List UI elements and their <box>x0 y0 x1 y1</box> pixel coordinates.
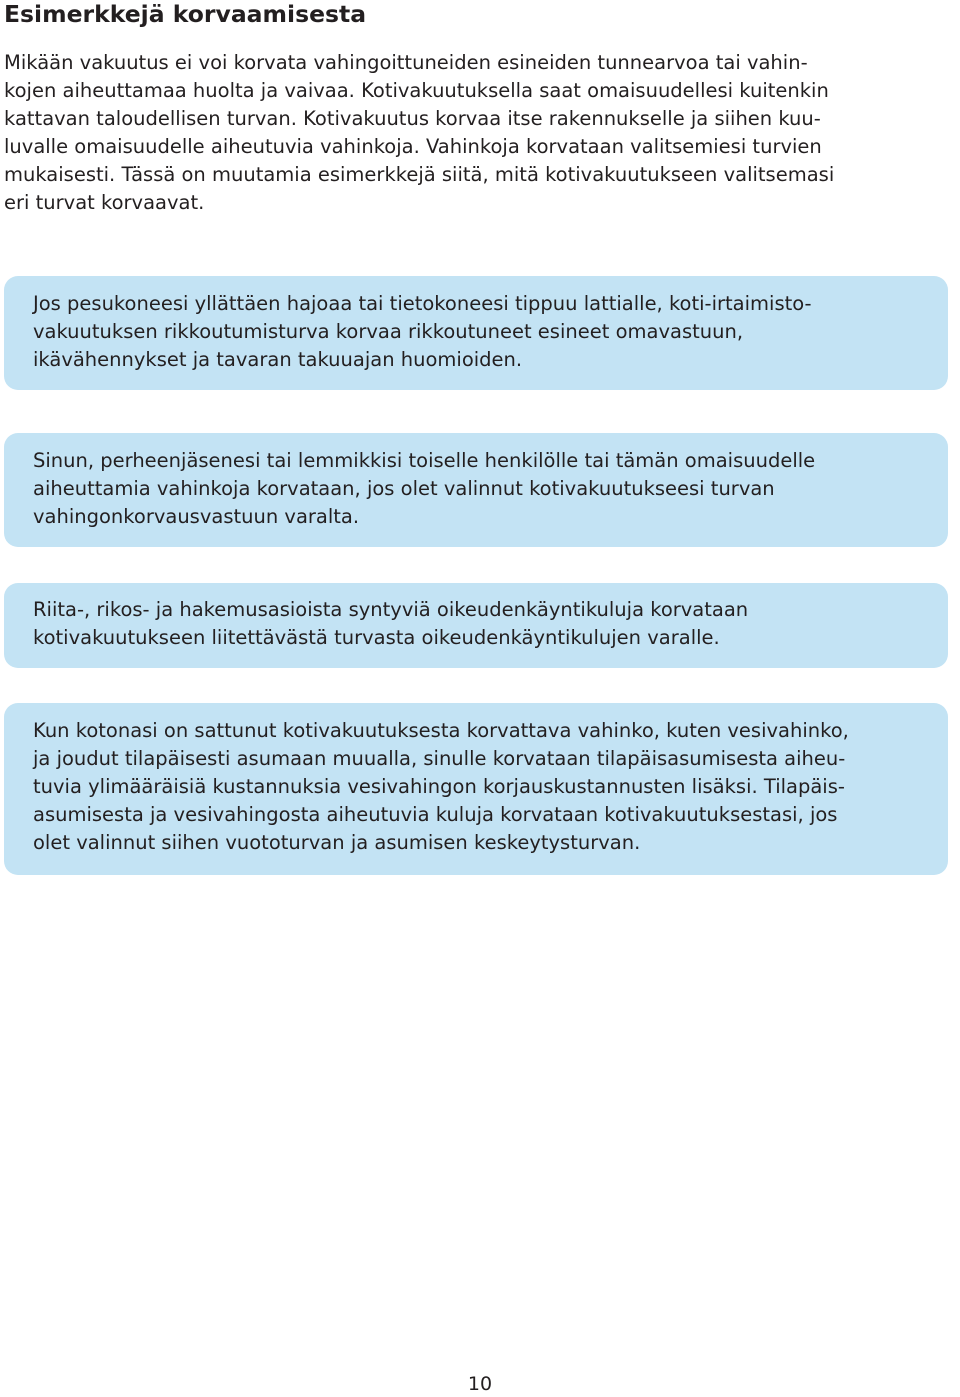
example-line: asumisesta ja vesivahingosta aiheutuvia kuluja korvataan kotivakuutuksestasi, jos <box>33 803 838 826</box>
example-line: Kun kotonasi on sattunut kotivakuutuksesta korvattava vahinko, kuten vesivahinko, <box>33 719 849 742</box>
example-line: vakuutuksen rikkoutumisturva korvaa rikkoutuneet esineet omavastuun, <box>33 320 744 343</box>
example-line: aiheuttamia vahinkoja korvataan, jos olet valinnut kotivakuutukseesi turvan <box>33 477 775 500</box>
example-line: olet valinnut siihen vuototurvan ja asumisen keskeytysturvan. <box>33 831 641 854</box>
example-box-legal-expenses <box>4 583 948 668</box>
example-line: kotivakuutukseen liitettävästä turvasta oikeudenkäyntikulujen varalle. <box>33 626 720 649</box>
example-text <box>33 447 948 531</box>
example-text <box>33 290 948 374</box>
example-line: Riita-, rikos- ja hakemusasioista syntyviä oikeudenkäyntikuluja korvataan <box>33 598 749 621</box>
page-title: Esimerkkejä korvaamisesta <box>4 0 367 28</box>
intro-line: kojen aiheuttamaa huolta ja vaivaa. Kotivakuutuksella saat omaisuudellesi kuitenkin <box>4 79 829 102</box>
intro-line: luvalle omaisuudelle aiheutuvia vahinkoja. Vahinkoja korvataan valitsemiesi turvien <box>4 135 822 158</box>
example-text <box>33 717 948 857</box>
example-line: tuvia ylimääräisiä kustannuksia vesivahingon korjauskustannusten lisäksi. Tilapäis- <box>33 775 845 798</box>
intro-line: eri turvat korvaavat. <box>4 191 205 214</box>
page-number: 10 <box>467 1373 493 1395</box>
intro-line: Mikään vakuutus ei voi korvata vahingoittuneiden esineiden tunnearvoa tai vahin- <box>4 51 808 74</box>
example-line: Jos pesukoneesi yllättäen hajoaa tai tietokoneesi tippuu lattialle, koti-irtaimisto- <box>33 292 812 315</box>
example-text <box>33 596 948 652</box>
example-line: ja joudut tilapäisesti asumaan muualla, sinulle korvataan tilapäisasumisesta aiheu- <box>33 747 846 770</box>
example-line: vahingonkorvausvastuun varalta. <box>33 505 360 528</box>
intro-paragraph <box>4 49 944 217</box>
example-box-temporary-housing <box>4 703 948 875</box>
example-line: ikävähennykset ja tavaran takuuajan huomioiden. <box>33 348 523 371</box>
example-box-appliance-breakage <box>4 276 948 390</box>
example-box-liability <box>4 433 948 547</box>
intro-line: kattavan taloudellisen turvan. Kotivakuutus korvaa itse rakennukselle ja siihen kuu- <box>4 107 821 130</box>
example-line: Sinun, perheenjäsenesi tai lemmikkisi toiselle henkilölle tai tämän omaisuudelle <box>33 449 816 472</box>
intro-line: mukaisesti. Tässä on muutamia esimerkkejä siitä, mitä kotivakuutukseen valitsemasi <box>4 163 835 186</box>
